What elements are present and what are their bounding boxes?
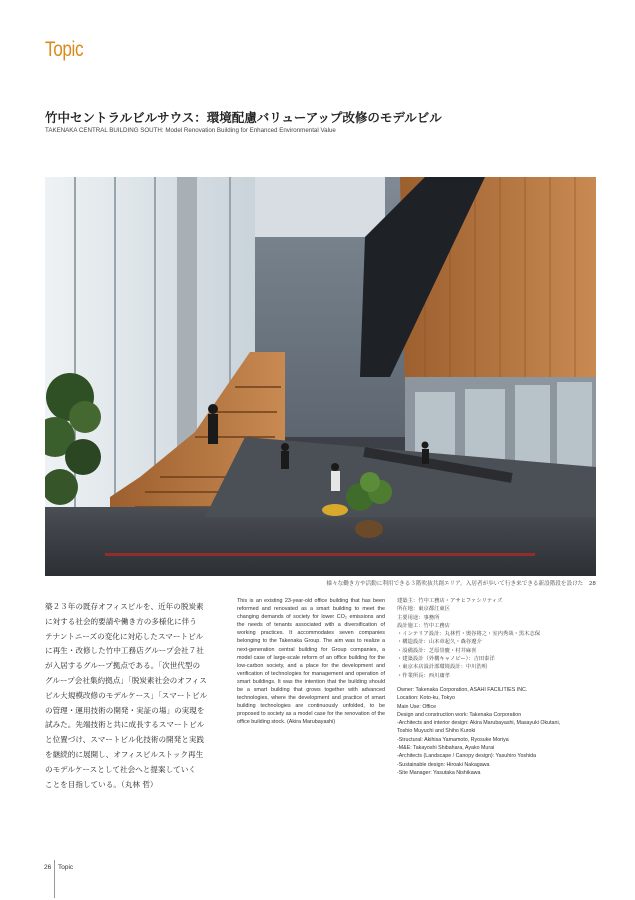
page-number: 26 — [44, 864, 52, 871]
credit-line-en: -M&E: Takayoshi Shibahara, Ayako Murai — [397, 745, 495, 752]
credit-line-jp: 設計施工：竹中工務店 — [397, 622, 450, 629]
photo-number: 28 — [588, 581, 596, 587]
red-floor-line — [105, 553, 535, 556]
body-line: が入居するグループ拠点である。「次世代型の — [45, 661, 201, 671]
credit-line-jp: ・構造設計：山本章起久・森谷遼介 — [397, 639, 482, 646]
body-line: ことを目指している。（丸林 哲） — [45, 779, 158, 789]
credits — [397, 597, 597, 777]
upper-window — [235, 177, 385, 237]
credit-line-jp: 建築主：竹中工務店・アサヒファシリティズ — [397, 598, 503, 604]
credit-line-en: -Architects and interior design: Akira Marubayashi, Masayuki Okutani, — [397, 720, 561, 727]
body-line: のモデルケースとして社会へと提案していく — [45, 764, 196, 774]
credit-line-jp: ・インテリア設計：丸林哲・奥谷将之・室内秀哉・黒木志保 — [397, 631, 541, 638]
body-line: ビル大規模改修のモデルケース」「スマートビル — [45, 690, 208, 700]
yellow-stool — [322, 504, 348, 516]
credit-line-jp: 主要用途：事務所 — [397, 614, 440, 621]
body-line: テナントニーズの変化に対応したスマートビル — [45, 631, 204, 641]
footer-divider — [54, 860, 55, 898]
body-line: を継続的に展開し、オフィスビルストック再生 — [45, 749, 204, 759]
credit-line-en: Owner: Takenaka Corporation, ASAHI FACILITIES INC. — [397, 686, 528, 693]
credit-line-en: Toshio Muyuchi and Shiho Kuroki — [397, 728, 476, 735]
footer-label: Topic — [58, 864, 74, 871]
credit-line-en: -Structural: Akihisa Yamamoto, Ryosuke Moriya — [397, 736, 509, 743]
credit-line-en: -Site Manager: Yasutaka Nishikawa — [397, 769, 481, 776]
body-line: と位置づけ、スマートビル化技術の開発と実践 — [45, 735, 205, 745]
body-text-jp — [45, 600, 221, 792]
credit-line-en: -Architects (Landscape / Canopy design): Yasuhiro Yoshida — [397, 753, 537, 760]
page-title-jp: 竹中セントラルビルサウス：環境配慮バリューアップ改修のモデルビル — [45, 110, 442, 125]
credit-line-en: -Sustainable design: Hiroaki Nakagawa — [397, 761, 490, 768]
credit-line-jp: 所在地：東京都江東区 — [397, 606, 450, 613]
body-line: 築２３年の既存オフィスビルを、近年の脱炭素 — [45, 602, 204, 611]
credit-line-jp: ・東京本店設計部環境設計：中川浩明 — [397, 664, 488, 671]
photo-caption: 様々な働き方や活動に利用できる３階吹抜共創エリア。入居者が歩いて行き来できる新設階段を設けた 28 — [326, 581, 596, 587]
credit-line-en: Main Use: Office — [397, 703, 437, 710]
body-line: に再生・改修した竹中工務店グループ会社７社 — [45, 646, 204, 656]
body-line: に対する社会的要請や働き方の多様化に伴う — [45, 616, 197, 626]
body-line: 試みた。先端技術と共に成長するスマートビル — [45, 720, 205, 730]
page-title-en: TAKENAKA CENTRAL BUILDING SOUTH: Model Renovation Building for Enhanced Environmental Value — [45, 127, 336, 134]
body-text-en: This is an existing 23-year-old office building that has been reformed and renovated as a smart building to meet the changing demands of society for lower CO₂ emissions and the needs of tenants associated with a diversification of working practices. It accommodates seven companies belonging to the Takenaka Group. The aim was to realize a next-generation central building for Group companies, a model case of large-scale reform of an office building for the low-carbon society, and a place for the development and verification of technologies for management and operation of smart buildings. It was the intention that the building should be a smart building that grows together with advanced technologies, where the development and practice of smart building technologies are continuously unfolded, to be proposed to society as a model case for the renovation of the office building stock. (Akira Marubayashi) — [237, 598, 385, 726]
body-line: の管理・運用技術の開発・実証の場」の実現を — [45, 705, 205, 715]
body-line: グループ会社集約拠点」「脱炭素社会のオフィス — [45, 675, 207, 685]
atrium-photo — [45, 177, 596, 576]
credit-line-jp: ・建築設計（外構キャノピー）：吉田泰洋 — [397, 656, 495, 663]
credit-line-jp: ・作業所長：西川庸孝 — [397, 672, 450, 679]
credit-line-en: Design and construction work: Takenaka Corporation — [397, 711, 522, 718]
credit-line-jp: ・設備設計：芝原崇慶・村井麻喜 — [397, 647, 477, 654]
section-title: Topic — [45, 38, 84, 61]
credit-line-en: Location: Koto-ku, Tokyo — [397, 695, 455, 702]
floor — [45, 507, 596, 576]
